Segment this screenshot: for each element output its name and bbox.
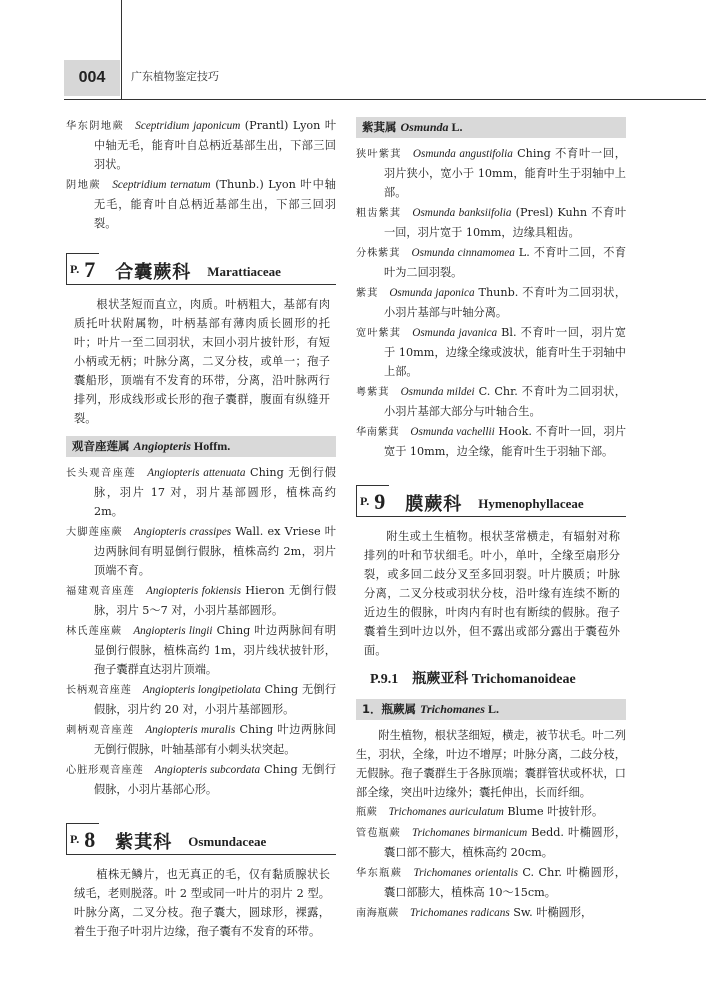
- genus-chinese-name: 1．瓶蕨属: [362, 702, 417, 716]
- species-authority: L.: [514, 246, 530, 259]
- species-entry: [66, 760, 336, 799]
- genus-description: 附生植物，根状茎细短，横走，被节状毛。叶二列生，羽状，全缘，叶边不增厚；叶脉分离，二歧分枝，无假脉。孢子囊群生于各脉顶端；囊群管状或杯状，口部全缘，突出叶边缘外；囊托伸出，长而纤细。: [356, 729, 626, 799]
- species-authority: Ching: [260, 763, 298, 776]
- species-description: 无倒行假脉，羽片 5～7 对，小羽片基部圆形。: [94, 584, 337, 617]
- species-description: 叶椭圆形，囊口部不膨大，植株高约 20cm。: [384, 826, 627, 859]
- species-entry: [356, 863, 626, 902]
- species-entry: [66, 463, 336, 521]
- species-authority: Thunb.: [474, 286, 519, 299]
- species-authority: Blume: [503, 805, 544, 818]
- species-scientific-name: Sceptridium japonicum: [135, 120, 241, 132]
- family-description: 附生或土生植物。根状茎常横走，有辐射对称排列的叶和节状细毛。叶小，单叶，全缘至扇形分裂，或多回二歧分叉至多回羽裂。叶片膜质；叶脉分离，二叉分枝或羽状分枝，沿叶缘有连续不断的近边生的假脉，叶肉内有时也有断续的假脉。孢子囊着生到叶边以外，但不露出或部分露出于囊苞外面。: [364, 530, 620, 657]
- species-chinese-name: 大脚莲座蕨: [66, 527, 123, 538]
- family-number-box: [66, 253, 99, 285]
- family-heading-7: [66, 245, 336, 285]
- family-underline: [66, 284, 336, 285]
- species-description: 叶椭圆形，: [532, 906, 593, 919]
- species-entry: [66, 581, 336, 620]
- species-description: 不育叶为二回羽状，小羽片基部与叶轴分离。: [384, 286, 627, 319]
- family-prefix: P.: [70, 831, 80, 846]
- species-scientific-name: Trichomanes orientalis: [413, 867, 518, 879]
- species-description: 无倒行假脉，羽片约 20 对，小羽片基部圆形。: [94, 683, 337, 716]
- species-description: 不育叶一回，羽片宽于 10mm，边全缘，能育叶生于羽轴下部。: [384, 425, 627, 458]
- species-entry: [356, 382, 626, 421]
- species-authority: Hook.: [494, 425, 532, 438]
- species-chinese-name: 刺柄观音座莲: [66, 725, 135, 736]
- species-entry: [356, 323, 626, 381]
- species-authority: Wall. ex Vriese: [231, 525, 321, 538]
- species-description: 叶边两脉间有明显倒行假脉，植株高约 2m，羽片顶端不育。: [94, 525, 336, 577]
- species-scientific-name: Osmunda angustifolia: [412, 148, 513, 160]
- family-chinese-name: 合囊蕨科: [115, 262, 192, 283]
- genus-latin-name: Trichomanes: [420, 702, 485, 716]
- family-number-box: [356, 485, 389, 517]
- species-entry: [66, 680, 336, 719]
- species-chinese-name: 宽叶紫萁: [356, 328, 402, 339]
- species-description: 不育叶一回，羽片狭小，宽小于 10mm，能育叶生于羽轴中上部。: [384, 147, 626, 199]
- species-chinese-name: 长柄观音座莲: [66, 685, 132, 696]
- species-scientific-name: Angiopteris muralis: [145, 724, 236, 736]
- species-entry: [66, 175, 336, 233]
- family-description: 植株无鳞片，也无真正的毛，仅有黏质腺状长绒毛，老则脱落。叶 2 型或同一叶片的羽片 2 型。叶脉分离，二叉分枝。孢子囊大，圆球形，裸露，着生于孢子叶羽片边缘，孢子囊有不发育的环带。: [74, 868, 330, 938]
- species-description: 不育叶为二回羽状，小羽片基部大部分与叶轴合生。: [384, 385, 626, 418]
- family-chinese-name: 膜蕨科: [405, 494, 463, 515]
- species-scientific-name: Trichomanes birmanicum: [411, 827, 528, 839]
- species-entry: [356, 802, 626, 822]
- genus-latin-name: Osmunda: [400, 120, 449, 134]
- species-description: 不育叶一回，羽片宽于 10mm，边缘全缘或波状，能育叶生于羽轴中上部。: [384, 326, 626, 378]
- family-prefix: P.: [70, 261, 80, 276]
- species-scientific-name: Angiopteris longipetiolata: [142, 684, 261, 696]
- family-description: 根状茎短而直立，肉质。叶柄粗大，基部有肉质托叶状附属物，叶柄基部有薄肉质长圆形的托叶；叶片一至二回羽状，末回小羽片披针形，有短小柄或无柄；叶脉分离，二叉分枝，或单一；孢子囊船形，顶端有不发育的环带，分离，沿叶脉两行排列，形成线形或长形的孢子囊群，腹面有纵缝开裂。: [74, 298, 330, 425]
- species-entry: [66, 720, 336, 759]
- species-entry: [66, 621, 336, 679]
- species-authority: Ching: [235, 723, 274, 736]
- species-scientific-name: Angiopteris fokiensis: [146, 585, 241, 597]
- osmunda-entries: [356, 144, 626, 461]
- species-entry: [356, 283, 626, 322]
- species-scientific-name: Osmunda javanica: [412, 327, 498, 339]
- genus-authority: L.: [484, 702, 499, 716]
- family-number: 7: [84, 256, 96, 282]
- species-scientific-name: Trichomanes radicans: [409, 907, 510, 919]
- genus-heading-angiopteris: [66, 436, 336, 457]
- family-chinese-name: 紫萁科: [115, 832, 173, 853]
- family-underline: [66, 854, 336, 855]
- species-scientific-name: Angiopteris attenuata: [147, 467, 246, 479]
- species-authority: (Presl) Kuhn: [511, 206, 588, 219]
- species-scientific-name: Angiopteris crassipes: [133, 526, 232, 538]
- family-latin-name: Marattiaceae: [207, 264, 281, 279]
- species-entry: [66, 116, 336, 174]
- family-prefix: P.: [360, 493, 370, 508]
- species-description: 叶中轴无毛，能育叶自总柄近基部生出，下部三回羽状。: [94, 119, 337, 171]
- right-column: [356, 116, 626, 924]
- header-vertical-rule: [121, 0, 122, 100]
- species-scientific-name: Osmunda banksiifolia: [412, 207, 512, 219]
- family-latin-name: Hymenophyllaceae: [478, 496, 584, 511]
- genus-heading-trichomanes: [356, 699, 626, 720]
- family-number-box: [66, 823, 99, 855]
- species-scientific-name: Angiopteris lingii: [133, 625, 213, 637]
- species-description: 不育叶二回，不育叶为二回羽裂。: [384, 246, 627, 279]
- species-chinese-name: 长头观音座莲: [66, 468, 137, 479]
- species-description: 叶中轴无毛，能育叶自总柄近基部生出，下部三回羽裂。: [94, 178, 336, 230]
- species-entry: [356, 422, 626, 461]
- species-scientific-name: Trichomanes auriculatum: [388, 806, 504, 818]
- family-number: 9: [374, 488, 386, 514]
- left-column: [66, 116, 336, 941]
- species-scientific-name: Osmunda mildei: [400, 386, 475, 398]
- angiopteris-entries: [66, 463, 336, 799]
- species-authority: C. Chr.: [517, 866, 562, 879]
- family-latin-name: Osmundaceae: [188, 834, 267, 849]
- genus-chinese-name: 观音座莲属: [72, 439, 130, 453]
- species-chinese-name: 心脏形观音座莲: [66, 765, 144, 776]
- species-authority: Ching: [260, 683, 299, 696]
- species-authority: Hieron: [240, 584, 285, 597]
- genus-heading-osmunda: [356, 117, 626, 138]
- species-description: 叶椭圆形，囊口部膨大，植株高 10～15cm。: [384, 866, 626, 899]
- species-scientific-name: Angiopteris subcordata: [154, 764, 261, 776]
- species-scientific-name: Osmunda japonica: [389, 287, 475, 299]
- species-chinese-name: 南海瓶蕨: [356, 908, 399, 919]
- species-entry: [356, 203, 626, 242]
- left-top-entries: [66, 116, 336, 233]
- family-heading-9: [356, 477, 626, 517]
- species-chinese-name: 华东瓶蕨: [356, 868, 403, 879]
- species-authority: (Thunb.) Lyon: [210, 178, 296, 191]
- species-authority: Ching: [212, 624, 251, 637]
- family-heading-8: [66, 815, 336, 855]
- species-description: 叶披针形。: [543, 805, 604, 818]
- species-scientific-name: Sceptridium ternatum: [112, 179, 211, 191]
- species-scientific-name: Osmunda cinnamomea: [411, 247, 515, 259]
- species-authority: Bl.: [497, 326, 517, 339]
- species-description: 叶边两脉间有明显倒行假脉，植株高约 1m，羽片线状披针形，孢子囊群直达羽片顶端。: [94, 624, 336, 676]
- species-entry: [356, 243, 626, 282]
- species-entry: [356, 903, 626, 923]
- species-chinese-name: 分株紫萁: [356, 248, 401, 259]
- species-chinese-name: 林氏莲座蕨: [66, 626, 123, 637]
- species-description: 不育叶一回，羽片宽于 10mm，边缘具粗齿。: [384, 206, 627, 239]
- species-authority: Ching: [512, 147, 551, 160]
- genus-latin-name: Angiopteris: [133, 439, 191, 453]
- species-authority: Bedd.: [527, 826, 564, 839]
- species-chinese-name: 管苞瓶蕨: [356, 828, 401, 839]
- species-entry: [356, 823, 626, 862]
- species-entry: [66, 522, 336, 580]
- species-chinese-name: 华东阴地蕨: [66, 121, 125, 132]
- family-underline: [356, 516, 626, 517]
- page-number: 004: [64, 60, 120, 96]
- species-authority: Sw.: [509, 906, 533, 919]
- species-chinese-name: 华南紫萁: [356, 427, 400, 438]
- species-chinese-name: 狭叶紫萁: [356, 149, 402, 160]
- species-chinese-name: 瓶蕨: [356, 807, 378, 818]
- species-authority: C. Chr.: [474, 385, 518, 398]
- species-authority: (Prantl) Lyon: [240, 119, 321, 132]
- species-description: 无倒行假脉，羽片 17 对，羽片基部圆形，植株高约 2m。: [94, 466, 336, 518]
- species-entry: [356, 144, 626, 202]
- book-title: 广东植物鉴定技巧: [131, 70, 219, 83]
- genus-authority: L.: [448, 120, 463, 134]
- species-description: 无倒行假脉，小羽片基部心形。: [94, 763, 336, 796]
- species-chinese-name: 粤紫萁: [356, 387, 390, 398]
- species-authority: Ching: [245, 466, 284, 479]
- species-description: 叶边两脉间无倒行假脉，叶轴基部有小刺头状突起。: [94, 723, 336, 756]
- species-chinese-name: 紫萁: [356, 288, 379, 299]
- genus-chinese-name: 紫萁属: [362, 120, 397, 134]
- species-chinese-name: 阴地蕨: [66, 180, 102, 191]
- family-number: 8: [84, 826, 96, 852]
- trichomanes-entries: [356, 802, 626, 923]
- species-chinese-name: 粗齿紫萁: [356, 208, 402, 219]
- header-rule: [64, 99, 706, 100]
- species-chinese-name: 福建观音座莲: [66, 586, 135, 597]
- species-scientific-name: Osmunda vachellii: [410, 426, 495, 438]
- subfamily-heading: P.9.1 瓶蕨亚科 Trichomanoideae: [370, 672, 576, 687]
- genus-authority: Hoffm.: [190, 439, 231, 453]
